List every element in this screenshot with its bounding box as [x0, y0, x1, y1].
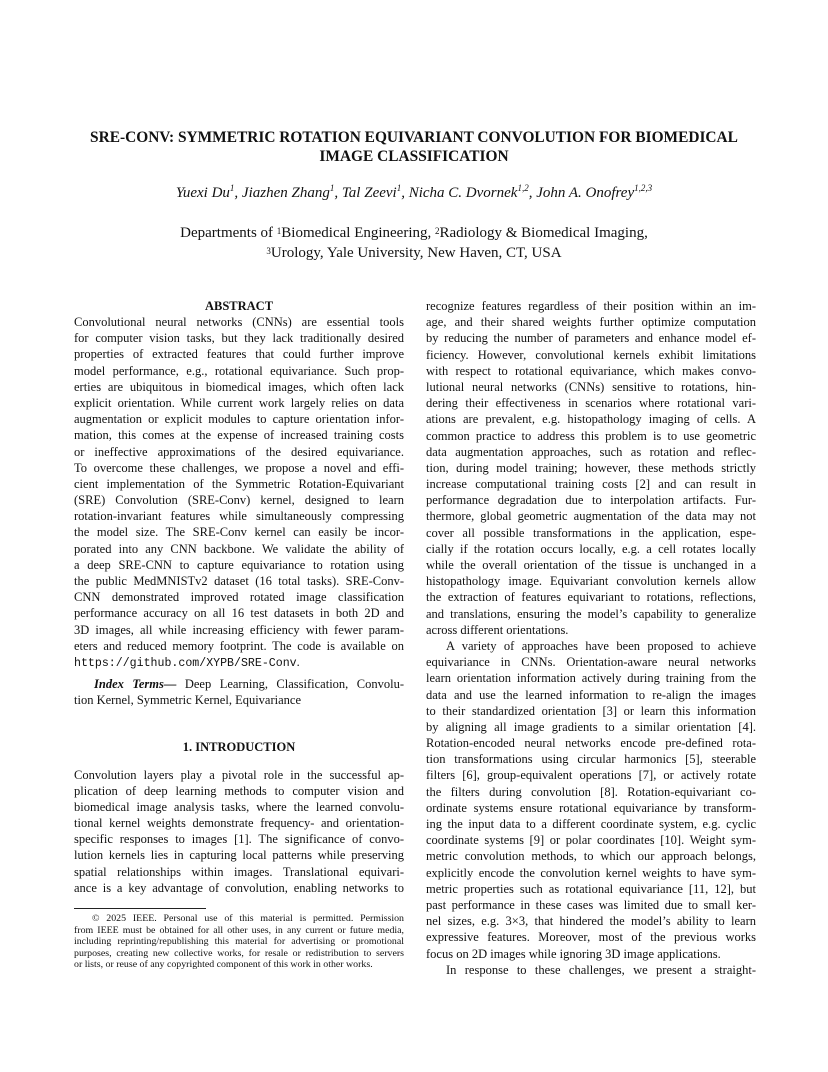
index-terms-text: Deep Learning, Classification, Convolu-: [184, 677, 404, 692]
author-affiliation-mark: 1: [229, 183, 235, 193]
abstract-code-suffix: .: [296, 654, 300, 669]
intro-line: focus on 2D images while ignoring 3D image applications.: [426, 946, 721, 961]
affiliations: [60, 224, 768, 263]
intro-line: Convolution layers play a pivotal role in the successful ap-: [74, 767, 404, 782]
abstract-line: To overcome these challenges, we propose a novel and effi-: [74, 460, 404, 475]
intro-line: ordinate systems ensure rotational equivariance by transform-: [426, 800, 756, 815]
index-terms-label: Index Terms—: [94, 677, 177, 692]
intro-line: lution kernels lies in capturing local patterns while preserving: [74, 848, 404, 863]
intro-line: past performance in these cases was limited due to small ker-: [426, 897, 756, 912]
author-separator: ,: [401, 185, 409, 201]
intro-line: to their standardized orientation [3] or learn this information: [426, 703, 756, 718]
right-column: [426, 298, 756, 978]
abstract-line: porated into any CNN backbone. We validate the ability of: [74, 541, 404, 556]
intro-line: common practice to address this problem is to use geometric: [426, 428, 756, 443]
footnote-line: including reprinting/republishing this material for advertising or promotional: [74, 936, 404, 948]
author-affiliation-mark: 1: [396, 183, 402, 193]
title-line: IMAGE CLASSIFICATION: [319, 148, 509, 165]
abstract-line: explicit orientation. While current work largely relies on data: [74, 395, 404, 410]
intro-paragraph: [426, 638, 756, 962]
intro-line: recognize features regardless of their position within an im-: [426, 299, 756, 313]
footnote-line: or lists, or reuse of any copyrighted component of this work in other works.: [74, 959, 373, 971]
intro-line: tion, during model training; however, these methods strictly: [426, 460, 756, 475]
intro-line: thermore, global geometric augmentation of the data may not: [426, 509, 756, 524]
affiliation-line: [60, 244, 768, 264]
author-name: Nicha C. Dvornek: [408, 185, 518, 201]
author-affiliation-mark: 1,2,3: [634, 183, 653, 193]
abstract-line: for computer vision tasks, but they lack traditionally desired: [74, 331, 404, 346]
intro-line: spatial relationships within images. Translational equivari-: [74, 864, 404, 879]
intro-line: filters [6], group-equivalent operations [7], or actively rotate: [426, 768, 756, 783]
index-terms-line: [74, 676, 404, 692]
introduction-body-left: [74, 767, 404, 897]
intro-line: age, and their shared weights further optimize computation: [426, 315, 756, 330]
introduction-heading: 1. INTRODUCTION: [182, 739, 296, 754]
affiliation-mark: 1: [276, 226, 282, 236]
intro-line: biomedical image analysis tasks, where the learned convolu-: [74, 799, 404, 814]
abstract-heading: ABSTRACT: [204, 299, 274, 313]
affiliation-dept: Radiology & Biomedical Imaging,: [439, 225, 648, 241]
abstract-line: the model size. The SRE-Conv kernel can easily be incor-: [74, 525, 404, 540]
intro-line: nel sizes, e.g. 3×3, that hindered the model’s ability to learn: [426, 914, 756, 929]
intro-line: tion transformations using circular harmonics [5], steerable: [426, 752, 756, 767]
arxiv-identifier: [10, 290, 50, 760]
intro-paragraph: [426, 962, 756, 978]
intro-line: ations are prevalent, e.g. histopathology imaging of cells. A: [426, 412, 756, 427]
intro-line: expressive features. Moreover, most of the previous works: [426, 930, 756, 945]
abstract-body: [74, 314, 404, 670]
footnote-line: purposes, creating new collective works, for resale or redistribution to servers: [74, 947, 404, 959]
intro-line: data and use the learned information to re-align the images: [426, 687, 756, 702]
intro-line: Rotation-encoded neural networks encode pre-defined rota-: [426, 736, 756, 751]
author-affiliation-mark: 1,2: [517, 183, 529, 193]
intro-line: dering their effectiveness in scenarios where rotational vari-: [426, 396, 756, 411]
intro-line: lutional neural networks (CNNs) sensitive to rotations, hin-: [426, 379, 756, 394]
intro-line: ing the input data to a different coordinate system, e.g. cyclic: [426, 817, 756, 831]
affiliation-dept: Biomedical Engineering,: [281, 225, 436, 241]
index-terms: [74, 676, 404, 708]
intro-line: metric properties such as rotational equivariance [11, 12], but: [426, 881, 756, 896]
paper-title: [60, 128, 768, 166]
intro-line: the filters during convolution [8]. Rotation-equivariant co-: [426, 784, 756, 799]
author-name: Yuexi Du: [175, 185, 230, 201]
author-separator: ,: [528, 185, 537, 201]
intro-line: by reducing the number of parameters and enhance model ef-: [426, 331, 756, 346]
abstract-line: eters and reduced memory footprint. The code is available on: [74, 638, 404, 653]
intro-line: equivariance in CNNs. Orientation-aware neural networks: [426, 655, 756, 670]
intro-line: A variety of approaches have been proposed to achieve: [446, 638, 756, 653]
abstract-line: or ineffective approximations of the desired equivariance.: [74, 444, 404, 459]
affiliation-prefix: Departments of: [180, 225, 277, 241]
intro-line: performance degradation due to interpolation artifacts. Fur-: [426, 493, 756, 508]
author-separator: ,: [334, 185, 342, 201]
intro-line: cover all possible transformations in the application, espe-: [426, 525, 756, 540]
affiliation-line: [60, 224, 768, 244]
left-column: [74, 298, 404, 896]
abstract-line: (SRE) Convolution (SRE-Conv) kernel, designed to learn: [74, 493, 404, 508]
abstract-line: performance accuracy on all 16 test datasets in both 2D and: [74, 606, 404, 621]
affiliation-dept: Urology, Yale University, New Haven, CT, USA: [270, 244, 562, 261]
intro-line: with respect to rotational equivariance, which makes convo-: [426, 363, 756, 378]
title-line: SRE-CONV: SYMMETRIC ROTATION EQUIVARIANT CONVOLUTION FOR BIOMEDICAL: [90, 129, 738, 146]
abstract-line: augmentation or explicit modules to capture orientation infor-: [74, 412, 404, 427]
abstract-line: rotation-invariant features while simultaneously compressing: [74, 509, 404, 524]
author-name: John A. Onofrey: [536, 185, 635, 201]
copyright-footnote: [74, 908, 404, 971]
index-terms-line: tion Kernel, Symmetric Kernel, Equivariance: [74, 693, 302, 708]
intro-paragraph: [426, 298, 756, 638]
abstract-line: cient implementation of the Symmetric Rotation-Equivariant: [74, 476, 404, 491]
abstract-line: a deep SRE-CNN to capture equivariance to rotation using: [74, 557, 404, 572]
intro-line: histopathology image. Equivariant convolution kernels allow: [426, 574, 756, 589]
intro-line: specific responses to images [1]. The significance of convo-: [74, 832, 404, 847]
intro-line: cially if the rotation occurs locally, e.g. a cell rotates locally: [426, 541, 756, 556]
author-name: Tal Zeevi: [341, 185, 397, 201]
abstract-line: 3D images, all while increasing efficiency with fewer param-: [74, 622, 404, 637]
abstract-line: the public MedMNISTv2 dataset (16 total tasks). SRE-Conv-: [74, 574, 404, 588]
intro-line: ance is a key advantage of convolution, enabling networks to: [74, 880, 404, 895]
footnote-line: from IEEE must be obtained for all other uses, in any current or future media,: [74, 924, 404, 936]
author-name: Jiazhen Zhang: [241, 185, 330, 201]
abstract-line: properties of extracted features that could further improve: [74, 347, 404, 362]
abstract-line: mation, this comes at the expense of increased training costs: [74, 428, 404, 443]
intro-line: metric convolution methods, to which our approach belongs,: [426, 849, 756, 864]
intro-line: explicitly encode the convolution kernel weights to have sym-: [426, 865, 756, 880]
intro-line: In response to these challenges, we present a straight-: [446, 962, 756, 977]
affiliation-mark: 3: [266, 245, 271, 256]
intro-line: increase computational training costs [2] and can result in: [426, 477, 756, 492]
footnote-rule: [74, 908, 206, 909]
intro-line: while the overall orientation of the tissue is unchanged in a: [426, 558, 756, 572]
abstract-line: erties are ubiquitous in biomedical images, which often lack: [74, 379, 404, 394]
intro-line: across different orientations.: [426, 622, 569, 637]
abstract-line: CNN demonstrated improved rotated image classification: [74, 590, 404, 605]
intro-line: by aligning all image gradients to a similar orientation [4].: [426, 719, 756, 734]
author-list: [60, 185, 768, 202]
intro-line: ficiency. However, convolutional kernels exhibit limitations: [426, 347, 756, 362]
abstract-line: model performance, e.g., rotational equivariance. Such prop-: [74, 363, 404, 378]
code-repository-link[interactable]: https://github.com/XYPB/SRE-Conv: [74, 656, 297, 670]
intro-line: the extraction of features equivariant to rotations, reflections,: [426, 590, 756, 605]
footnote-line: © 2025 IEEE. Personal use of this material is permitted. Permission: [92, 913, 404, 924]
author-affiliation-mark: 1: [329, 183, 335, 193]
abstract-line: Convolutional neural networks (CNNs) are essential tools: [74, 315, 404, 329]
intro-line: data augmentation approaches, such as rotation and reflec-: [426, 444, 756, 459]
intro-line: tional kernel weights demonstrate frequency- and orientation-: [74, 816, 404, 831]
author-separator: ,: [234, 185, 242, 201]
intro-line: and translations, ensuring the model’s capability to generalize: [426, 606, 756, 621]
intro-line: coordinate systems [9] or polar coordinates [10]. Weight sym-: [426, 833, 756, 848]
intro-line: plication of deep learning methods to computer vision and: [74, 783, 404, 798]
abstract-code-line: [74, 654, 404, 670]
intro-line: learn orientation information actively during training from the: [426, 671, 756, 686]
affiliation-mark: 2: [435, 226, 440, 236]
